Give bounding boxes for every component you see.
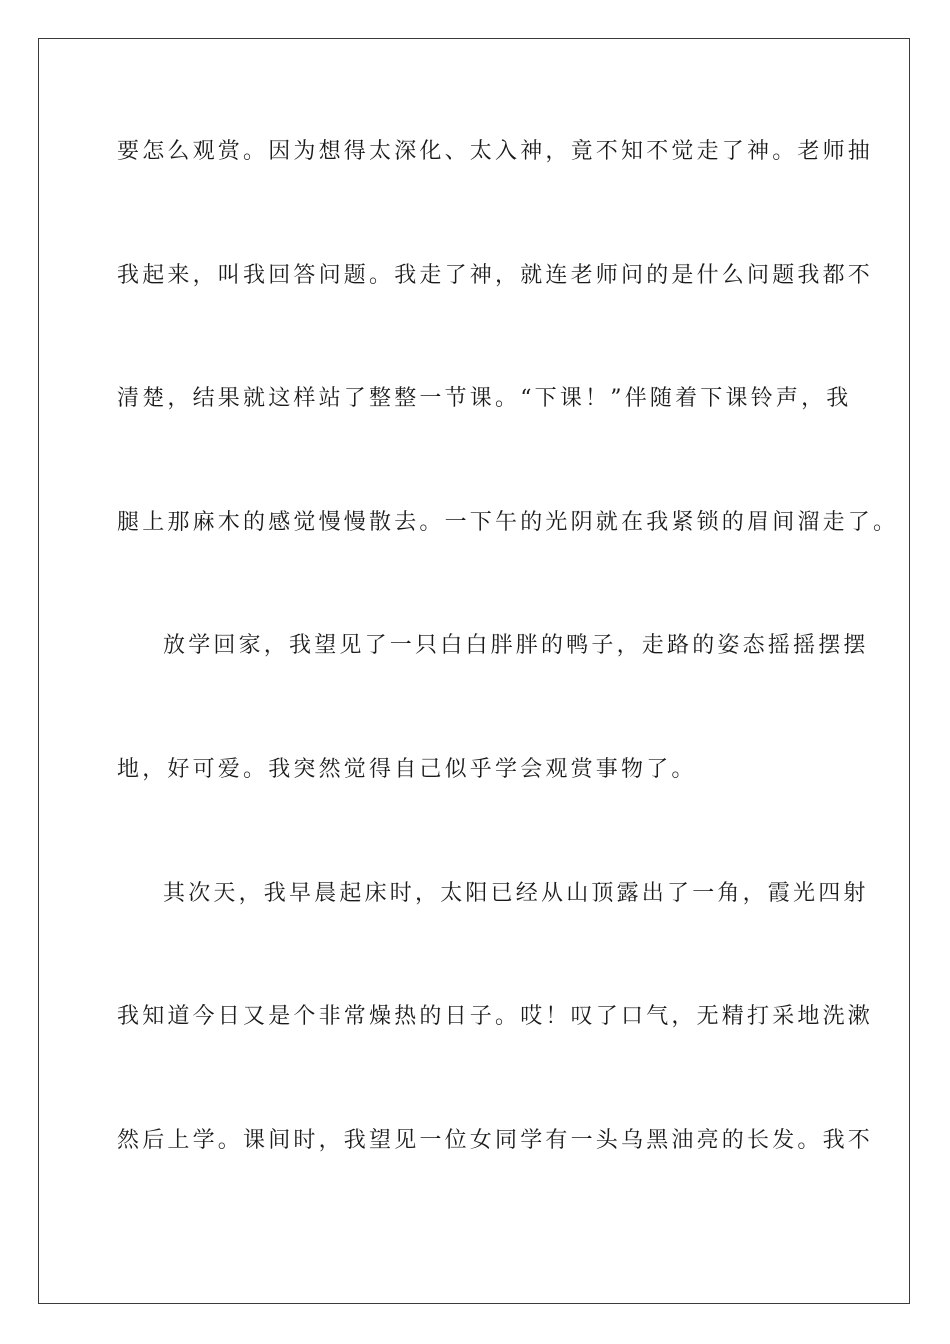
- text-line-2: 我起来，叫我回答问题。我走了神，就连老师问的是什么问题我都不: [117, 263, 874, 288]
- text-line-8: 我知道今日又是个非常燥热的日子。哎！叹了口气，无精打采地洗漱: [117, 1004, 874, 1029]
- text-line-1: 要怎么观赏。因为想得太深化、太入神，竟不知不觉走了神。老师抽: [117, 139, 874, 164]
- text-line-7-paragraph-start: 其次天，我早晨起床时，太阳已经从山顶露出了一角，霞光四射: [163, 881, 869, 906]
- text-line-3: 清楚，结果就这样站了整整一节课。“下课！”伴随着下课铃声，我: [117, 386, 852, 411]
- text-line-9: 然后上学。课间时，我望见一位女同学有一头乌黑油亮的长发。我不: [117, 1128, 874, 1153]
- page-border: [38, 38, 910, 1304]
- text-line-6: 地，好可爱。我突然觉得自己似乎学会观赏事物了。: [117, 757, 697, 782]
- text-line-4: 腿上那麻木的感觉慢慢散去。一下午的光阴就在我紧锁的眉间溜走了。: [117, 510, 899, 535]
- text-line-5-paragraph-start: 放学回家，我望见了一只白白胖胖的鸭子，走路的姿态摇摇摆摆: [163, 633, 869, 658]
